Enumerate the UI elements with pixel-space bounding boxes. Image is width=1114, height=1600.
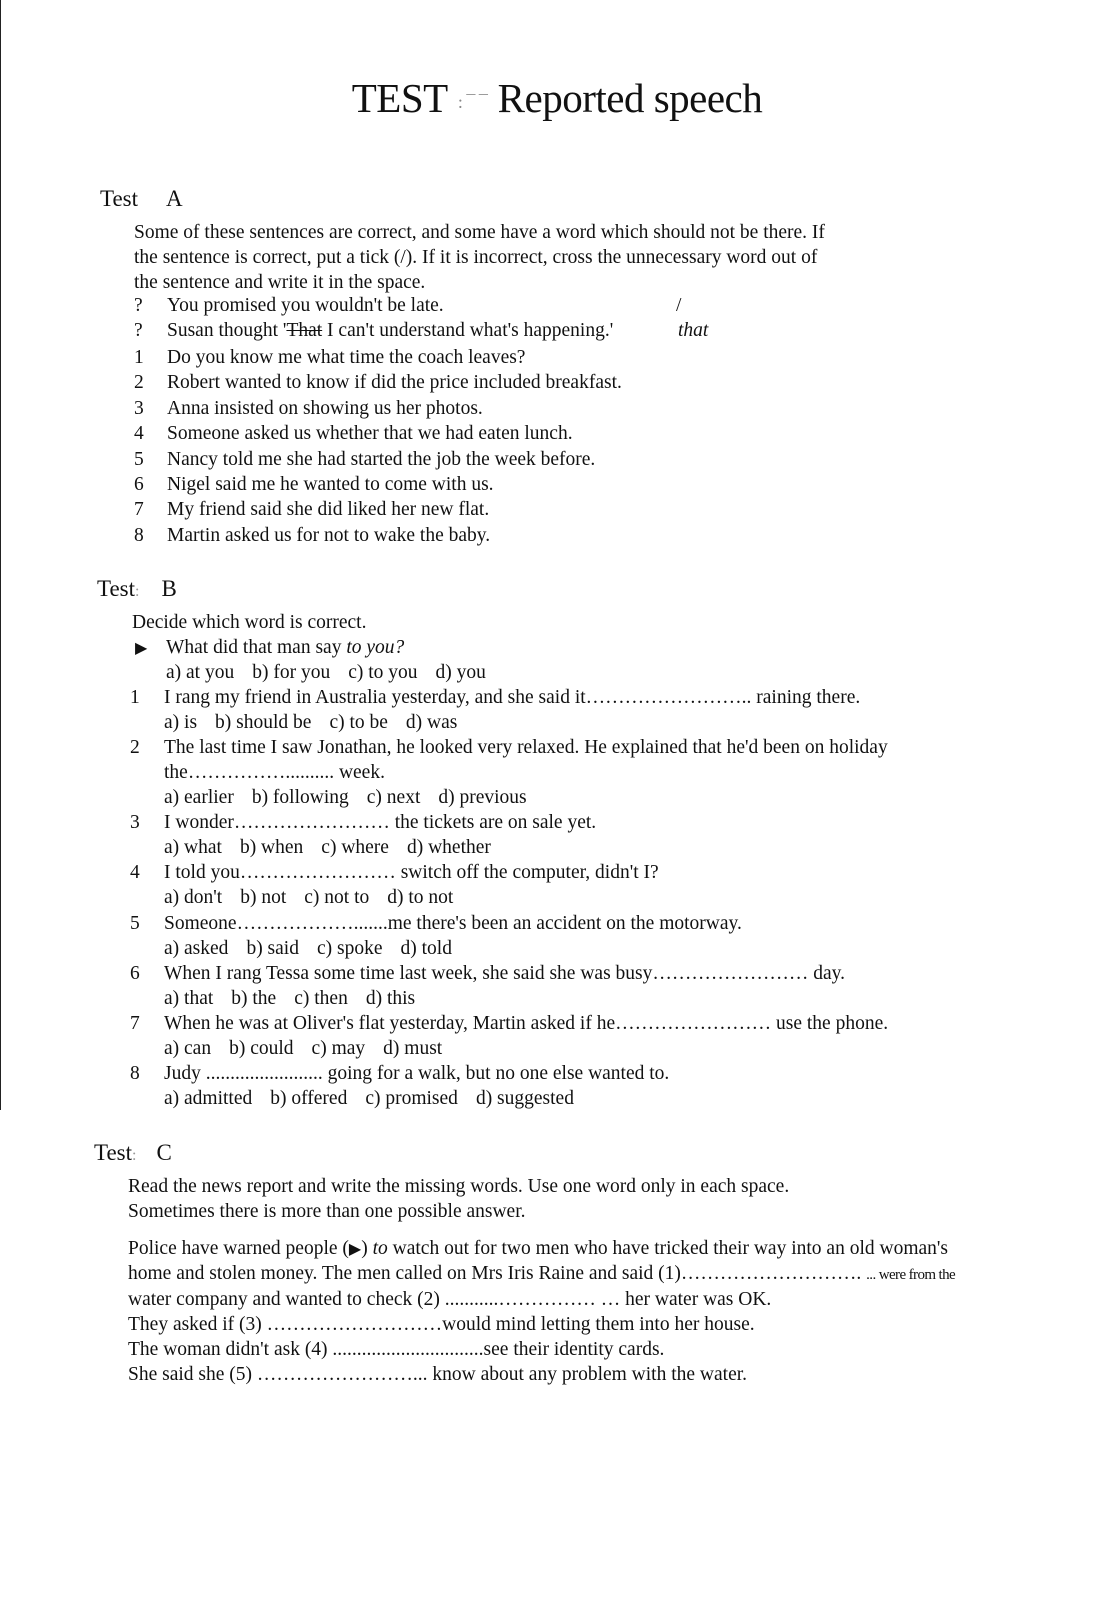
item-number: 7	[134, 499, 144, 520]
option: d) this	[365, 988, 416, 1009]
option: a) earlier	[164, 787, 234, 808]
option: b) when	[239, 837, 304, 858]
item-text: Someone asked us whether that we had eaten lunch.	[167, 423, 573, 444]
item-text: Nigel said me he wanted to come with us.	[167, 474, 494, 495]
option: c) next	[366, 787, 421, 808]
item-text: Judy ........................ going for a walk, but no one else wanted to.	[164, 1063, 670, 1084]
passage-text: Police have warned people (	[128, 1238, 349, 1259]
item-options	[164, 938, 470, 960]
item-text: Robert wanted to know if did the price included breakfast.	[167, 372, 622, 393]
item-number: 8	[130, 1063, 140, 1084]
option: a) is	[164, 712, 198, 733]
test-c-heading-letter: C	[156, 1140, 172, 1165]
test-c-instruction: Read the news report and write the missing words. Use one word only in each space.	[128, 1176, 790, 1197]
item-text: When he was at Oliver's flat yesterday, Martin asked if he…………………… use the phone.	[164, 1013, 889, 1034]
test-a-heading	[100, 186, 183, 212]
item-text: Someone……………….......me there's been an accident on the motorway.	[164, 913, 742, 934]
option: a) asked	[164, 938, 229, 959]
instruction-line: Some of these sentences are correct, and some have a word which should not be there. If	[134, 222, 825, 243]
example-text-after: I can't understand what's happening.'	[322, 320, 614, 341]
option: c) may	[311, 1038, 366, 1059]
item-text: the…………….......... week.	[164, 762, 385, 783]
title-topic: Reported speech	[497, 75, 763, 121]
page-left-border	[0, 0, 1, 1110]
item-number: 5	[134, 449, 144, 470]
option: d) previous	[438, 787, 527, 808]
passage-line	[128, 1238, 948, 1260]
item-number: 4	[130, 862, 140, 883]
item-options	[164, 712, 475, 734]
example-text-before: Susan thought '	[167, 320, 287, 341]
passage-line	[128, 1263, 955, 1285]
item-number: 1	[130, 687, 140, 708]
test-b-heading-word: Test	[97, 576, 135, 601]
title-test: TEST	[351, 75, 448, 121]
option: c) where	[321, 837, 389, 858]
option: c) then	[294, 988, 348, 1009]
example-text: You promised you wouldn't be late.	[167, 295, 444, 316]
option: a) at you	[166, 662, 235, 683]
test-b-instruction: Decide which word is correct.	[132, 612, 367, 633]
passage-line: The woman didn't ask (4) ...............................see their identity cards.	[128, 1339, 665, 1360]
item-number: 6	[134, 474, 144, 495]
example-question	[166, 637, 404, 659]
passage-line: water company and wanted to check (2) ...........…………… … her water was OK.	[128, 1289, 772, 1310]
example-answer: /	[676, 295, 682, 316]
example-answer: that	[678, 320, 709, 341]
item-options	[164, 787, 545, 809]
item-number: 2	[134, 372, 144, 393]
item-text: I wonder…………………… the tickets are on sale yet.	[164, 812, 597, 833]
item-text: Martin asked us for not to wake the baby.	[167, 525, 491, 546]
example-text	[167, 320, 613, 342]
item-text: Nancy told me she had started the job the week before.	[167, 449, 596, 470]
option: b) the	[231, 988, 277, 1009]
item-number: 8	[134, 525, 144, 546]
passage-line: She said she (5) ……………………... know about any problem with the water.	[128, 1364, 748, 1385]
struck-word: That	[286, 320, 323, 341]
item-options	[164, 988, 433, 1010]
option: a) can	[164, 1038, 212, 1059]
instruction-line: the sentence is correct, put a tick (/). If it is incorrect, cross the unnecessary word out of	[134, 247, 818, 268]
example-marker-icon: ▶	[135, 640, 148, 657]
test-c-heading	[94, 1140, 172, 1166]
option: b) could	[229, 1038, 294, 1059]
passage-text: home and stolen money. The men called on Mrs Iris Raine and said (1)……………………….	[128, 1263, 867, 1284]
heading-mark: :	[132, 1147, 137, 1164]
option: d) told	[400, 938, 452, 959]
option: d) was	[405, 712, 458, 733]
item-options	[164, 837, 509, 859]
item-text: Anna insisted on showing us her photos.	[167, 398, 483, 419]
option: b) said	[246, 938, 299, 959]
item-number: 5	[130, 913, 140, 934]
option: c) spoke	[316, 938, 383, 959]
item-number: 3	[134, 398, 144, 419]
option: b) should be	[215, 712, 312, 733]
item-text: The last time I saw Jonathan, he looked very relaxed. He explained that he'd been on holiday	[164, 737, 888, 758]
item-number: 3	[130, 812, 140, 833]
item-text: I told you…………………… switch off the computer, didn't I?	[164, 862, 659, 883]
item-options	[164, 887, 471, 909]
option: d) suggested	[475, 1088, 574, 1109]
example-answer-italic: to	[372, 1238, 388, 1259]
option: d) whether	[406, 837, 491, 858]
example-number: ?	[134, 320, 143, 341]
item-text: My friend said she did liked her new flat.	[167, 499, 490, 520]
item-text: When I rang Tessa some time last week, she said she was busy…………………… day.	[164, 963, 846, 984]
option: b) not	[240, 887, 287, 908]
item-text: Do you know me what time the coach leaves?	[167, 347, 526, 368]
option: b) offered	[270, 1088, 348, 1109]
example-options	[166, 662, 504, 684]
option: a) that	[164, 988, 214, 1009]
page-title	[0, 74, 1114, 122]
option: a) what	[164, 837, 222, 858]
item-options	[164, 1038, 460, 1060]
item-number: 2	[130, 737, 140, 758]
option: d) to not	[387, 887, 454, 908]
heading-mark: :	[135, 583, 140, 600]
example-number: ?	[134, 295, 143, 316]
option: b) for you	[252, 662, 331, 683]
test-a-heading-letter: A	[166, 186, 183, 211]
test-a-instructions	[134, 220, 825, 295]
option: b) following	[251, 787, 349, 808]
item-number: 1	[134, 347, 144, 368]
title-separator: : ¯ ¯	[457, 92, 488, 113]
item-text: I rang my friend in Australia yesterday, and she said it…………………….. raining there.	[164, 687, 861, 708]
test-b-heading-letter: B	[161, 576, 177, 601]
item-number: 7	[130, 1013, 140, 1034]
option: c) to you	[348, 662, 418, 683]
instruction-line: the sentence and write it in the space.	[134, 272, 426, 293]
option: c) to be	[329, 712, 388, 733]
test-c-instruction: Sometimes there is more than one possible answer.	[128, 1201, 526, 1222]
item-number: 4	[134, 423, 144, 444]
passage-text-small: ... were from the	[866, 1267, 956, 1283]
passage-text: )	[361, 1238, 373, 1259]
option: d) you	[435, 662, 486, 683]
option: a) admitted	[164, 1088, 253, 1109]
example-answer-italic: to you?	[346, 637, 405, 658]
passage-text: watch out for two men who have tricked their way into an old woman's	[387, 1238, 948, 1259]
passage-line: They asked if (3) ………………………would mind letting them into her house.	[128, 1314, 755, 1335]
example-marker-icon: ▶	[348, 1241, 362, 1258]
item-options	[164, 1088, 592, 1110]
option: c) promised	[365, 1088, 458, 1109]
option: d) must	[383, 1038, 443, 1059]
example-question-text: What did that man say	[166, 637, 347, 658]
item-number: 6	[130, 963, 140, 984]
option: c) not to	[304, 887, 370, 908]
test-a-heading-word: Test	[100, 186, 138, 211]
test-b-heading	[97, 576, 177, 602]
option: a) don't	[164, 887, 223, 908]
test-c-heading-word: Test	[94, 1140, 132, 1165]
